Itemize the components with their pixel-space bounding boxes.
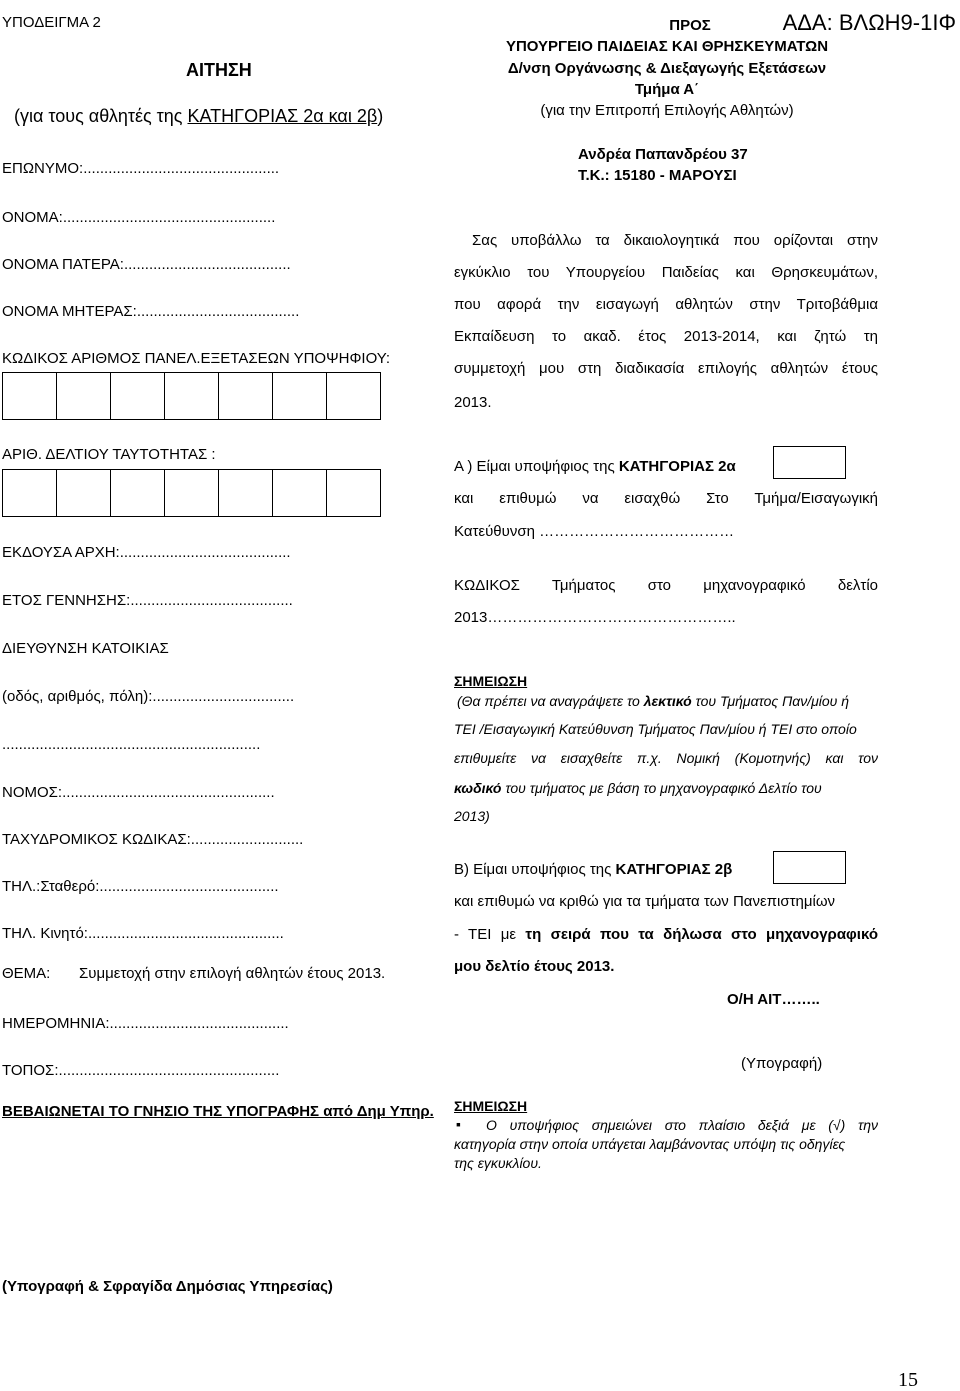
id-number-label: ΑΡΙΘ. ΔΕΛΤΙΟΥ ΤΑΥΤΟΤΗΤΑΣ :: [2, 446, 216, 463]
recipient-directorate: Δ/νση Οργάνωσης & Διεξαγωγής Εξετάσεων: [507, 60, 827, 77]
issuer-field[interactable]: ΕΚΔΟΥΣΑ ΑΡΧΗ:.........................................: [2, 544, 291, 561]
recipient-ministry: ΥΠΟΥΡΓΕΙΟ ΠΑΙΔΕΙΑΣ ΚΑΙ ΘΡΗΣΚΕΥΜΑΤΩΝ: [505, 38, 829, 55]
request-line: Σας υποβάλλω τα δικαιολογητικά που ορίζονται στην: [472, 232, 878, 249]
category-a-note-title: ΣΗΜΕΙΩΣΗ: [454, 673, 528, 689]
id-number-box[interactable]: [164, 469, 219, 517]
department-code-label: ΚΩΔΙΚΟΣ Τμήματος στο μηχανογραφικό δελτίο: [454, 577, 878, 594]
ada-code: ΑΔΑ: ΒΛΩΗ9-1ΙΦ: [782, 10, 956, 35]
recipient-postal: Τ.Κ.: 15180 - ΜΑΡΟΥΣΙ: [578, 167, 737, 184]
exam-code-box[interactable]: [326, 372, 381, 420]
category-b-heading: Β) Είμαι υποψήφιος της ΚΑΤΗΓΟΡΙΑΣ 2β: [454, 861, 733, 878]
exam-code-box[interactable]: [272, 372, 327, 420]
id-number-box[interactable]: [218, 469, 273, 517]
footnote-line: Ο υποψήφιος σημειώνει στο πλαίσιο δεξιά με (√) την: [486, 1117, 878, 1133]
recipient-department: Τμήμα Α΄: [634, 81, 700, 98]
bullet-icon: ▪: [456, 1116, 461, 1132]
category-a-checkbox[interactable]: [773, 446, 846, 479]
name-field[interactable]: ΟΝΟΜΑ:...................................................: [2, 209, 276, 226]
id-number-box[interactable]: [56, 469, 111, 517]
certification-text: ΒΕΒΑΙΩΝΕΤΑΙ ΤΟ ΓΝΗΣΙΟ ΤΗΣ ΥΠΟΓΡΑΦΗΣ από Δημ Υπηρ.: [2, 1103, 434, 1120]
father-name-field[interactable]: ΟΝΟΜΑ ΠΑΤΕΡΑ:........................................: [2, 256, 291, 273]
category-b-checkbox[interactable]: [773, 851, 846, 884]
exam-code-box[interactable]: [110, 372, 165, 420]
request-line: Εκπαίδευση το ακαδ. έτος 2013-2014, και ζητώ τη: [454, 328, 878, 345]
form-title: ΑΙΤΗΣΗ: [186, 60, 252, 80]
request-line: συμμετοχή μου στη διαδικασία επιλογής αθλητών έτους: [454, 360, 878, 377]
id-number-box[interactable]: [326, 469, 381, 517]
recipient-street: Ανδρέα Παπανδρέου 37: [578, 146, 748, 163]
department-code-field[interactable]: 2013…………………………………………..: [454, 609, 736, 626]
footnote-line: της εγκυκλίου.: [454, 1155, 542, 1171]
recipient-committee: (για την Επιτροπή Επιλογής Αθλητών): [540, 102, 794, 119]
category-a-line: και επιθυμώ να εισαχθώ Στο Τμήμα/Εισαγωγική: [454, 490, 878, 507]
id-number-box[interactable]: [110, 469, 165, 517]
subject-text: Συμμετοχή στην επιλογή αθλητών έτους 2013.: [79, 965, 386, 982]
request-line: εγκύκλιο του Υπουργείου Παιδείας και Θρησκευμάτων,: [454, 264, 878, 281]
signature-label: (Υπογραφή): [741, 1055, 823, 1072]
footnote-line: κατηγορία στην οποία υπάγεται λαμβάνοντας υπόψη τις οδηγίες: [454, 1136, 846, 1152]
department-field[interactable]: Κατεύθυνση …………………………………: [454, 523, 735, 540]
category-b-line: - ΤΕΙ με τη σειρά που τα δήλωσα στο μηχανογραφικό: [454, 926, 878, 943]
applicant-signature-label: Ο/Η ΑΙΤ……..: [727, 991, 820, 1008]
category-b-line: και επιθυμώ να κριθώ για τα τμήματα των Πανεπιστημίων: [454, 893, 836, 910]
category-a-heading: Α ) Είμαι υποψήφιος της ΚΑΤΗΓΟΡΙΑΣ 2α: [454, 458, 736, 475]
place-field[interactable]: ΤΟΠΟΣ:.....................................................: [2, 1062, 280, 1079]
category-b-line: μου δελτίο έτους 2013.: [454, 958, 615, 975]
exam-code-label: ΚΩΔΙΚΟΣ ΑΡΙΘΜΟΣ ΠΑΝΕΛ.ΕΞΕΤΑΣΕΩΝ ΥΠΟΨΗΦΙΟΥ:: [2, 350, 391, 367]
address-label: ΔΙΕΥΘΥΝΣΗ ΚΑΤΟΙΚΙΑΣ: [2, 640, 169, 657]
request-line: που αφορά την εισαγωγή αθλητών στην Τριτοβάθμια: [454, 296, 878, 313]
mobile-field[interactable]: ΤΗΛ. Κινητό:...............................................: [2, 925, 284, 942]
birth-year-field[interactable]: ΕΤΟΣ ΓΕΝΝΗΣΗΣ:.......................................: [2, 592, 293, 609]
street-field[interactable]: (οδός, αριθμός, πόλη):..................................: [2, 688, 295, 705]
form-subtitle: (για τους αθλητές της ΚΑΤΗΓΟΡΙΑΣ 2α και 2β): [14, 106, 384, 126]
mother-name-field[interactable]: ΟΝΟΜΑ ΜΗΤΕΡΑΣ:.......................................: [2, 303, 300, 320]
date-field[interactable]: ΗΜΕΡΟΜΗΝΙΑ:...........................................: [2, 1015, 289, 1032]
public-service-signature-label: (Υπογραφή & Σφραγίδα Δημόσιας Υπηρεσίας): [2, 1278, 333, 1295]
exam-code-box[interactable]: [164, 372, 219, 420]
category-a-note-line: (Θα πρέπει να αναγράψετε το λεκτικό του Τμήματος Παν/μίου ή: [457, 693, 850, 709]
category-a-note-line: κωδικό του τμήματος με βάση το μηχανογραφικό Δελτίο του: [454, 780, 822, 796]
category-a-note-line: επιθυμείτε να εισαχθείτε π.χ. Νομική (Κομοτηνής) και τον: [454, 750, 878, 766]
page-number: 15: [898, 1369, 918, 1391]
request-line: 2013.: [454, 394, 492, 411]
phone-field[interactable]: ΤΗΛ.:Σταθερό:...........................................: [2, 878, 279, 895]
subject-label: ΘΕΜΑ:: [2, 965, 51, 982]
id-number-box[interactable]: [2, 469, 57, 517]
sample-label: ΥΠΟΔΕΙΓΜΑ 2: [2, 14, 101, 31]
surname-field[interactable]: ΕΠΩΝΥΜΟ:...............................................: [2, 160, 280, 177]
exam-code-box[interactable]: [218, 372, 273, 420]
recipient-to: ΠΡΟΣ: [669, 17, 711, 34]
category-a-note-line: ΤΕΙ /Εισαγωγική Κατεύθυνση Τμήματος Παν/μίου ή ΤΕΙ στο οποίο: [454, 721, 857, 737]
exam-code-box[interactable]: [2, 372, 57, 420]
footnote-title: ΣΗΜΕΙΩΣΗ: [454, 1098, 528, 1114]
category-a-note-line: 2013): [454, 808, 490, 824]
id-number-box[interactable]: [272, 469, 327, 517]
exam-code-box[interactable]: [56, 372, 111, 420]
postal-code-field[interactable]: ΤΑΧΥΔΡΟΜΙΚΟΣ ΚΩΔΙΚΑΣ:...........................: [2, 831, 304, 848]
prefecture-field[interactable]: ΝΟΜΟΣ:...................................................: [2, 784, 275, 801]
street-continuation-field[interactable]: ..............................................................: [2, 736, 261, 753]
